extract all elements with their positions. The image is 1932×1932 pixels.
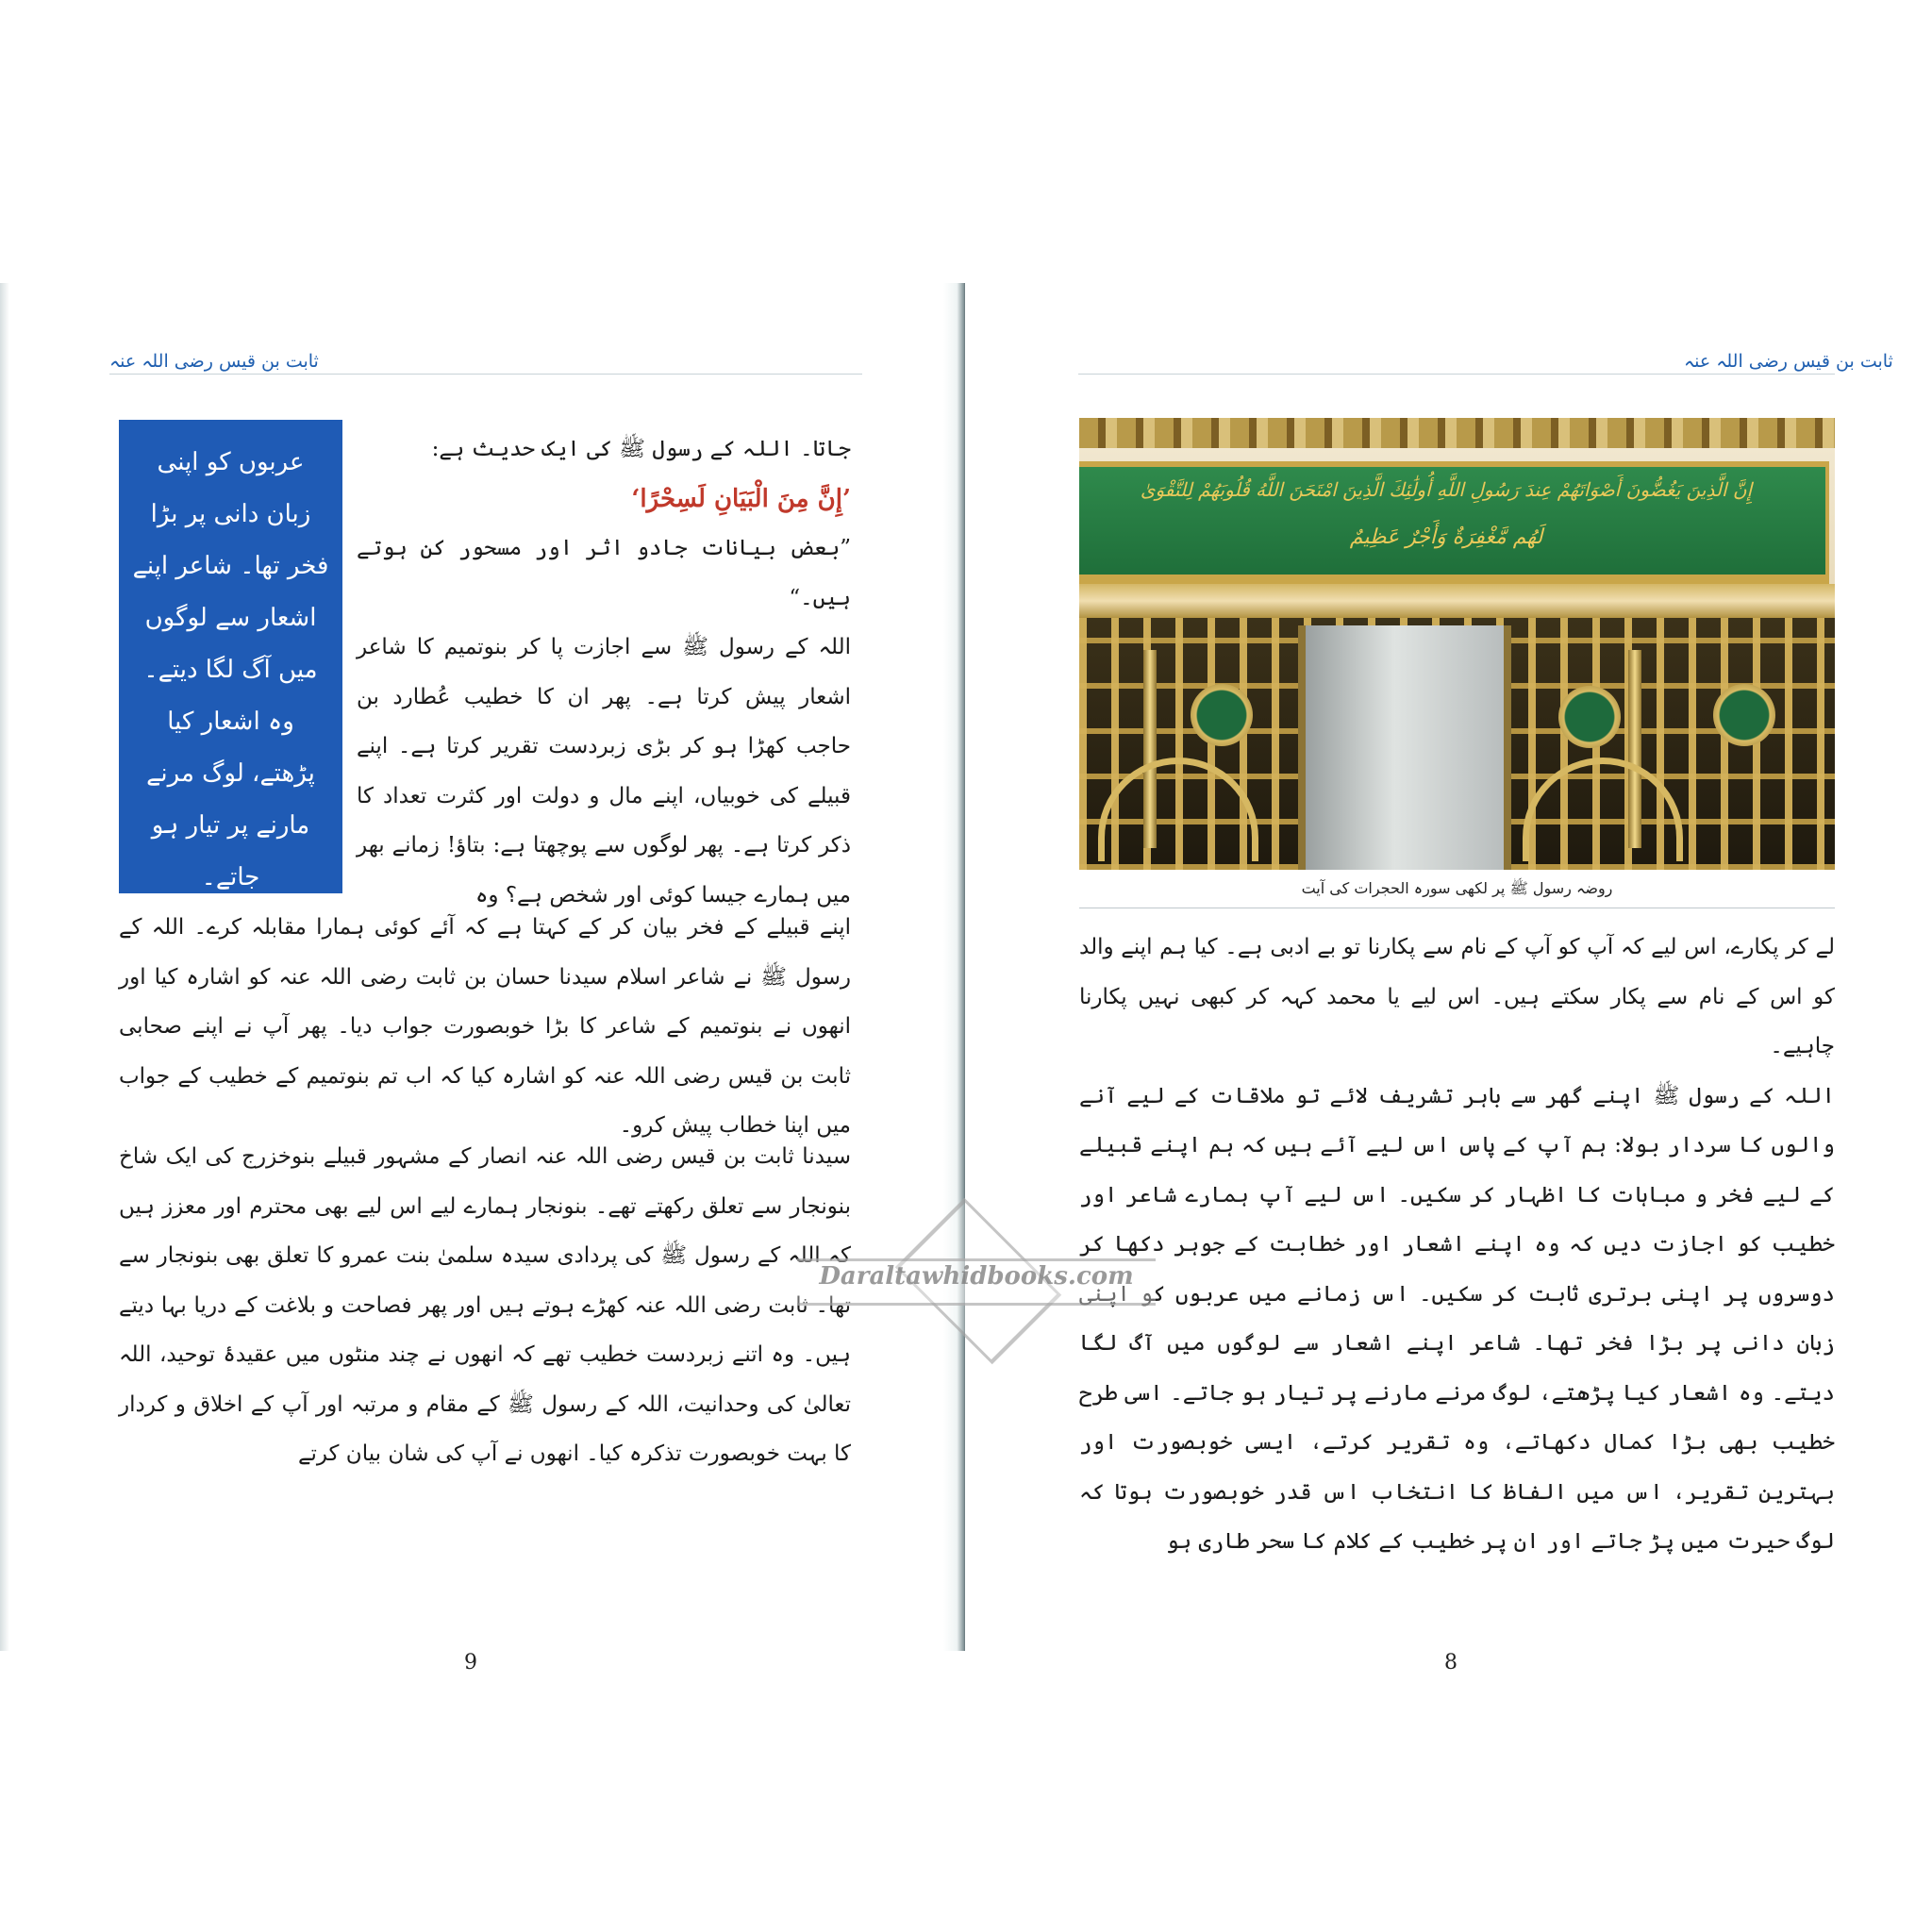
calligraphy-line: إِنَّ الَّذِينَ يَغُضُّونَ أَصْوَاتَهُمْ عِندَ رَسُولِ اللَّهِ أُولَٰئِكَ الَّذِينَ امْتَحَنَ اللَّهُ قُلُوبَهُمْ لِلتَّقْوَىٰ [1140,478,1753,501]
hadith-intro: جاتا۔ اللہ کے رسول ﷺ کی ایک حدیث ہے: [431,437,851,461]
book-spread [0,283,1932,1674]
paragraph: سیدنا ثابت بن قیس رضی اللہ عنہ انصار کے مشہور قبیلے بنوخزرج کی ایک شاخ بنونجار سے تعلق رکھتے تھے۔ بنونجار ہمارے لیے اس لیے بھی محترم اور معزز ہیں کہ اللہ کے رسول ﷺ کی پردادی سیدہ سلمیٰ بنت عمرو کا تعلق بھی بنونجار سے تھا۔ ثابت رضی اللہ عنہ کھڑے ہوتے ہیں اور پھر فصاحت و بلاغت کے دریا بہا دیتے ہیں۔ وہ اتنے زبردست خطیب تھے کہ انھوں نے چند منٹوں میں عقیدۂ توحید، اللہ تعالیٰ کی وحدانیت، اللہ کے رسول ﷺ کے مقام و مرتبہ اور آپ کے اخلاق و کردار کا بہت خوبصورت تذکرہ کیا۔ انھوں نے آپ کی شان بیان کرتے [119,1144,851,1466]
paragraph: اپنے قبیلے کے فخر بیان کر کے کہتا ہے کہ آئے کوئی ہمارا مقابلہ کرے۔ اللہ کے رسول ﷺ نے شاعر اسلام سیدنا حسان بن ثابت رضی اللہ عنہ کو اشارہ کیا اور انھوں نے بنوتمیم کے شاعر کا بڑا خوبصورت جواب دیا۔ پھر آپ نے اپنے صحابی ثابت بن قیس رضی اللہ عنہ کو اشارہ کیا کہ اب تم بنوتمیم کے خطیب کے جواب میں اپنا خطاب پیش کرو۔ [119,915,851,1138]
medallion [1713,684,1775,746]
left-page [0,283,965,1674]
hadith-arabic: ’إِنَّ مِنَ الْبَيَانِ لَسِحْرًا‘ [631,484,851,513]
highlight-box: عربوں کو اپنی زبان دانی پر بڑا فخر تھا۔ شاعر اپنے اشعار سے لوگوں میں آگ لگا دیتے۔ وہ اشعار کیا پڑھتے، لوگ مرنے مارنے پر تیار ہو جاتے۔ [119,420,342,893]
calligraphy-panel [1079,461,1829,584]
left-text-full-width [119,903,851,1151]
right-text [1079,923,1835,1567]
watermark-text: Daraltawhidbooks.com [819,1262,1134,1291]
right-running-head: ثابت بن قیس رضی اللہ عنہ [1684,351,1893,372]
site-watermark [797,1226,1156,1330]
photo-ceiling [1079,418,1835,448]
hadith-translation: ”بعض بیانات جادو اثر اور مسحور کن ہوتے ہیں۔“ [357,536,851,610]
rawdah-photo [1079,418,1835,870]
silver-door [1298,625,1511,870]
calligraphy-line: لَهُم مَّغْفِرَةٌ وَأَجْرٌ عَظِيمٌ [1349,525,1543,549]
right-header-rule [1078,374,1835,375]
paragraph: لے کر پکارے، اس لیے کہ آپ کو آپ کے نام سے پکارنا تو بے ادبی ہے۔ کیا ہم اپنے والد کو اس کے نام سے پکار سکتے ہیں۔ اس لیے یا محمد کہہ کر کبھی نہیں پکارنا چاہیے۔ [1079,935,1835,1058]
page-edge [0,283,9,1651]
left-text-beside-box [357,425,851,920]
photo-caption: روضہ رسول ﷺ پر لکھی سورہ الحجرات کی آیت [1301,879,1613,897]
left-running-head: ثابت بن قیس رضی اللہ عنہ [109,351,319,372]
left-page-number: 9 [464,1651,477,1674]
paragraph: اللہ کے رسول ﷺ سے اجازت پا کر بنوتمیم کا شاعر اشعار پیش کرتا ہے۔ پھر ان کا خطیب عُطارد بن حاجب کھڑا ہو کر بڑی زبردست تقریر کرتا ہے۔ اپنے قبیلے کی خوبیاں، اپنے مال و دولت اور کثرت تعداد کا ذکر کرتا ہے۔ پھر لوگوں سے پوچھتا ہے: بتاؤ! زمانے بھر میں ہمارے جیسا کوئی اور شخص ہے؟ وہ [357,635,851,908]
paragraph: اللہ کے رسول ﷺ اپنے گھر سے باہر تشریف لائے تو ملاقات کے لیے آنے والوں کا سردار بولا: ہم آپ کے پاس اس لیے آئے ہیں کہ ہم اپنے قبیلے کے لیے فخر و مباہات کا اظہار کر سکیں۔ اس لیے آپ ہمارے شاعر اور خطیب کو اجازت دیں کہ وہ اپنے اشعار اور خطابت کے جوہر دکھا کر دوسروں پر اپنی برتری ثابت کر سکیں۔ اس زمانے میں عربوں کو اپنی زبان دانی پر بڑا فخر تھا۔ شاعر اپنے اشعار سے لوگوں میں آگ لگا دیتے۔ وہ اشعار کیا پڑھتے، لوگ مرنے مارنے پر تیار ہو جاتے۔ اسی طرح خطیب بھی بڑا کمال دکھاتے، وہ تقریر کرتے، ایسی خوبصورت اور بہترین تقریر، اس میں الفاظ کا انتخاب اس قدر خوبصورت ہوتا کہ لوگ حیرت میں پڑ جاتے اور ان پر خطیب کے کلام کا سحر طاری ہو [1079,1083,1835,1554]
gold-band [1079,584,1835,618]
left-text-continued [119,1132,851,1479]
right-page-number: 8 [1444,1651,1457,1674]
right-page [965,283,1932,1674]
medallion [1558,686,1621,748]
left-header-rule [109,374,862,375]
medallion [1191,684,1253,746]
